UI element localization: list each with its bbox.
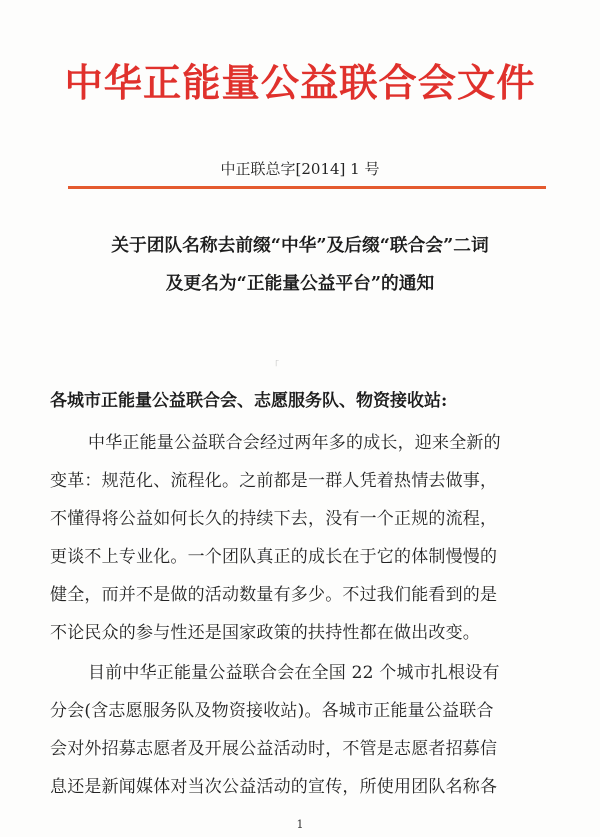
letterhead-title: 中华正能量公益联合会文件 (64, 61, 536, 106)
paragraph-1-line-3: 不懂得将公益如何长久的持续下去，没有一个正规的流程， (50, 509, 498, 529)
paragraph-1-line-6: 不论民众的参与性还是国家政策的扶持性都在做出改变。 (50, 623, 480, 643)
paragraph-1-line-1: 中华正能量公益联合会经过两年多的成长，迎来全新的 (88, 433, 501, 453)
scan-speck: 「 (270, 361, 280, 371)
notice-title-line-1: 关于团队名称去前缀“中华”及后缀“联合会”二词 (111, 235, 489, 256)
red-divider-line (68, 186, 546, 189)
salutation: 各城市正能量公益联合会、志愿服务队、物资接收站: (50, 391, 448, 411)
document-number: 中正联总字[2014] 1 号 (220, 160, 380, 178)
paragraph-1-line-5: 健全，而并不是做的活动数量有多少。不过我们能看到的是 (50, 585, 498, 605)
paragraph-2-line-1: 目前中华正能量公益联合会在全国 22 个城市扎根设有 (88, 663, 500, 683)
paragraph-2-line-4: 息还是新闻媒体对当次公益活动的宣传，所使用团队名称各 (50, 777, 498, 797)
paragraph-1-line-2: 变革：规范化、流程化。之前都是一群人凭着热情去做事， (50, 471, 498, 491)
notice-title-line-2: 及更名为“正能量公益平台”的通知 (165, 273, 435, 294)
page-number: 1 (296, 818, 304, 831)
paragraph-2-line-3: 会对外招募志愿者及开展公益活动时，不管是志愿者招募信 (50, 739, 498, 759)
paragraph-2-line-2: 分会(含志愿服务队及物资接收站)。各城市正能量公益联合 (50, 701, 494, 721)
paragraph-1-line-4: 更谈不上专业化。一个团队真正的成长在于它的体制慢慢的 (50, 547, 498, 567)
